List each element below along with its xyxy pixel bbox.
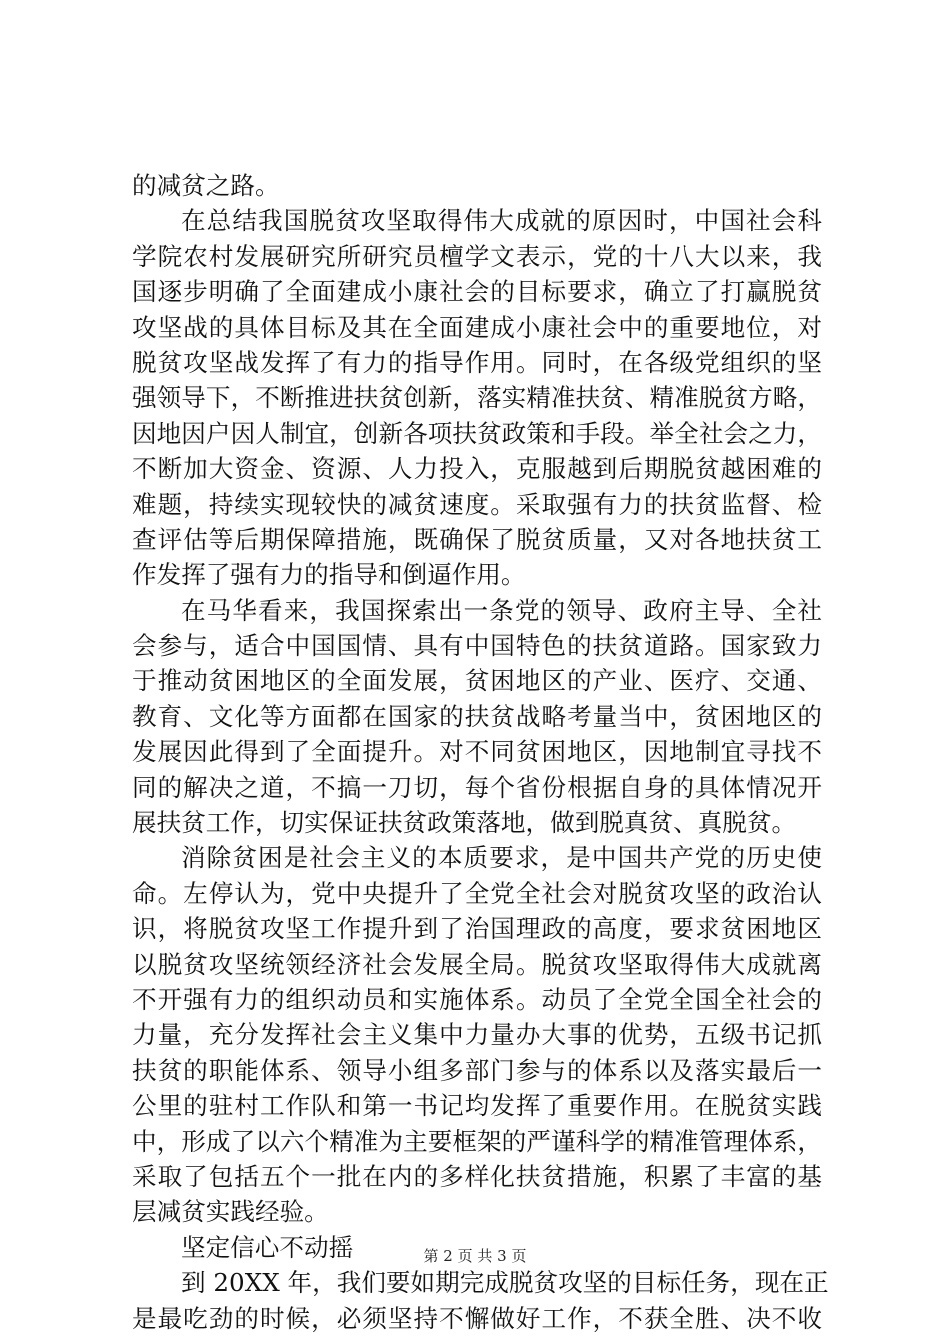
text-line: 公里的驻村工作队和第一书记均发挥了重要作用。在脱贫实践 <box>132 1091 822 1121</box>
text-line: 的减贫之路。 <box>132 171 280 200</box>
text-line: 到 20XX 年，我们要如期完成脱贫攻坚的目标任务，现在正 <box>181 1268 829 1298</box>
text-line: 中，形成了以六个精准为主要框架的严谨科学的精准管理体系， <box>132 1126 822 1156</box>
text-line: 命。左停认为，党中央提升了全党全社会对脱贫攻坚的政治认 <box>132 878 822 908</box>
text-line: 发展因此得到了全面提升。对不同贫困地区，因地制宜寻找不 <box>132 737 822 767</box>
text-line: 查评估等后期保障措施，既确保了脱贫质量，又对各地扶贫工 <box>132 524 822 554</box>
text-line: 在总结我国脱贫攻坚取得伟大成就的原因时，中国社会科 <box>181 206 822 236</box>
text-line: 于推动贫困地区的全面发展，贫困地区的产业、医疗、交通、 <box>132 666 822 696</box>
text-line: 国逐步明确了全面建成小康社会的目标要求，确立了打赢脱贫 <box>132 277 822 307</box>
text-line: 作发挥了强有力的指导和倒逼作用。 <box>132 560 526 590</box>
text-line: 扶贫的职能体系、领导小组多部门参与的体系以及落实最后一 <box>132 1055 822 1085</box>
text-line: 以脱贫攻坚统领经济社会发展全局。脱贫攻坚取得伟大成就离 <box>132 949 822 979</box>
text-line: 力量，充分发挥社会主义集中力量办大事的优势，五级书记抓 <box>132 1020 822 1050</box>
text-line: 学院农村发展研究所研究员檀学文表示，党的十八大以来，我 <box>132 241 822 271</box>
text-line: 坚定信心不动摇 <box>181 1232 354 1262</box>
text-line: 是最吃劲的时候，必须坚持不懈做好工作，不获全胜、决不收 <box>132 1303 822 1333</box>
page-number-label: 第 2 页 共 3 页 <box>423 1247 527 1265</box>
text-line: 不开强有力的组织动员和实施体系。动员了全党全国全社会的 <box>132 984 822 1014</box>
text-line: 教育、文化等方面都在国家的扶贫战略考量当中，贫困地区的 <box>132 701 822 731</box>
document-body <box>132 168 829 1336</box>
text-line: 不断加大资金、资源、人力投入，克服越到后期脱贫越困难的 <box>132 454 822 484</box>
text-line: 层减贫实践经验。 <box>132 1197 329 1227</box>
text-line: 因地因户因人制宜，创新各项扶贫政策和手段。举全社会之力， <box>132 418 822 448</box>
text-line: 展扶贫工作，切实保证扶贫政策落地，做到脱真贫、真脱贫。 <box>132 808 797 838</box>
text-line: 识，将脱贫攻坚工作提升到了治国理政的高度，要求贫困地区 <box>132 914 822 944</box>
text-line: 消除贫困是社会主义的本质要求，是中国共产党的历史使 <box>181 843 822 873</box>
text-line: 脱贫攻坚战发挥了有力的指导作用。同时，在各级党组织的坚 <box>132 347 822 377</box>
text-line: 采取了包括五个一批在内的多样化扶贫措施，积累了丰富的基 <box>132 1161 822 1191</box>
text-line: 会参与，适合中国国情、具有中国特色的扶贫道路。国家致力 <box>132 631 822 661</box>
text-line: 难题，持续实现较快的减贫速度。采取强有力的扶贫监督、检 <box>132 489 822 519</box>
text-line: 强领导下，不断推进扶贫创新，落实精准扶贫、精准脱贫方略， <box>132 383 822 413</box>
page-footer <box>0 1246 950 1266</box>
text-line: 同的解决之道，不搞一刀切，每个省份根据自身的具体情况开 <box>132 772 822 802</box>
text-line: 在马华看来，我国探索出一条党的领导、政府主导、全社 <box>181 595 822 625</box>
text-line: 攻坚战的具体目标及其在全面建成小康社会中的重要地位，对 <box>132 312 822 342</box>
